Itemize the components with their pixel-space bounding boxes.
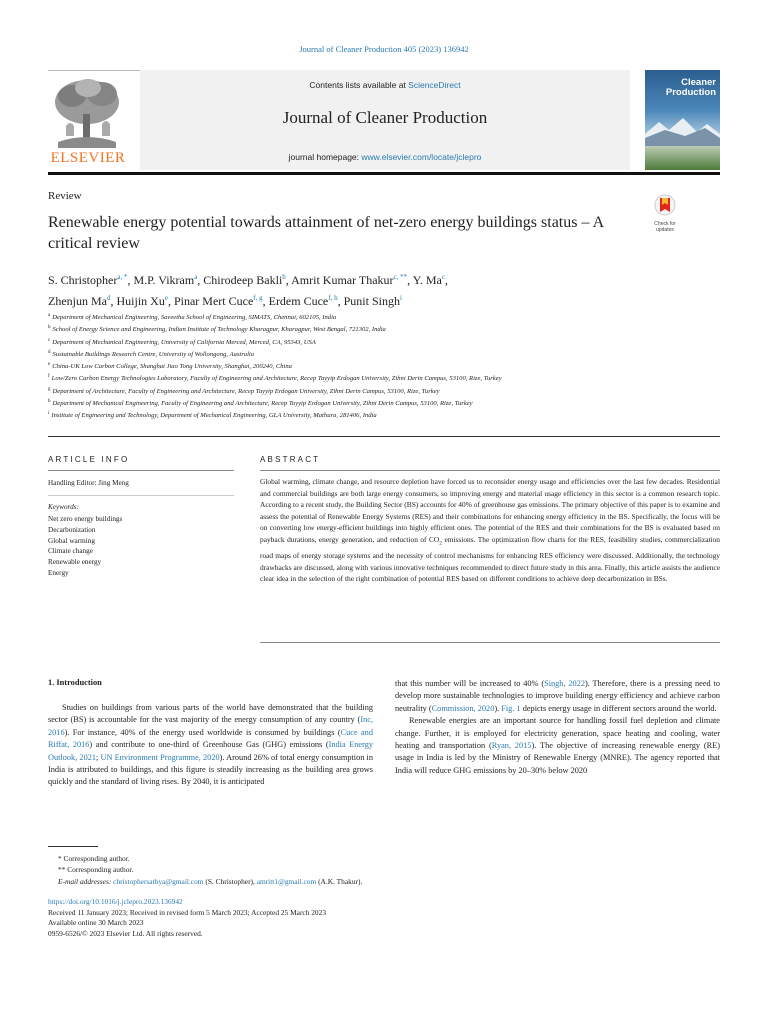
citation-link[interactable]: Commission, 2020 <box>431 703 495 713</box>
abstract-text: Global warming, climate change, and resource depletion have forced us to reconsider energy usage and efficiencies over the last few decades. Residential and commercial buildings are both large energy consumers, so improving energy and material usage efficiency in this sector is a common research topic. According to a recent study, the Building Sector (BS) accounts for 40% of greenhouse gas emissions. The primary objective of this paper is to examine and assess the potential of Renewable Energy Systems (RES) and their combinations for enhancing energy efficiency in the BS. Specifically, the focus will be on converting low energy-efficient buildings into highly efficient ones. The potential of the RES and their combinations for the BS is evaluated based on payback durations, energy generation, and reduction of $CO_2$ emissions. The optimization flow charts for the RES, feasibility studies, commercialization road maps of energy storage systems and the necessity of control mechanisms for enhancing RES efficiency were discussed. Additionally, the technology drawbacks are discussed, along with various innovative techniques recommended to direct future study in this area. Finally, this article assists the audience clear idea in the selection of the right combination of potential RES based on different conditions to achieve deep decarbonization in BSs. <box>260 477 720 584</box>
paragraph: Renewable energies are an important source for handling fossil fuel depletion and climate change. Further, it is employed for electricity generation, space heating and cooling, water heating and transportation (Ryan, 2015). The objective of increasing renewable energy (RE) usage in India is led by the Ministry of Renewable Energy (MNRE). The agency reported that India will reduce GHG emissions by 20–30% below 2020 <box>395 716 720 775</box>
keyword: Net zero energy buildings <box>48 515 123 523</box>
author[interactable]: M.P. Vikram$^a$ <box>133 273 198 287</box>
article-info-rule <box>48 470 234 471</box>
footnote-rule <box>48 846 98 847</box>
keyword: Decarbonization <box>48 525 96 534</box>
corresponding-author-note: ** Corresponding author. <box>58 865 134 875</box>
journal-title: Journal of Cleaner Production <box>282 108 488 127</box>
abstract-heading: ABSTRACT <box>260 455 321 464</box>
affiliation-item: $^a$ Department of Mechanical Engineering, Saveetha School of Engineering, SIMATS, Chennai, 602105, India <box>48 313 337 321</box>
handling-editor: Handling Editor: Jing Meng <box>48 479 129 487</box>
cover-title: Cleaner Production <box>665 77 716 98</box>
header-divider <box>48 436 720 437</box>
sciencedirect-link[interactable]: ScienceDirect <box>408 80 461 90</box>
paragraph: that this number will be increased to 40% (Singh, 2022). Therefore, there is a pressing need to develop more sustainable technologies to improve building energy efficiency and achieve carbon neutrality (Commission, 2020). Fig. 1 depicts energy usage in different sectors around the world. <box>395 679 720 713</box>
body-column-right <box>395 678 720 777</box>
publication-info <box>48 897 720 939</box>
author[interactable]: Y. Ma$^c$ <box>412 273 445 287</box>
author[interactable]: Huijin Xu$^e$ <box>116 294 168 308</box>
affiliation-item: $^e$ China-UK Low Carbon College, Shanghai Jiao Tong University, Shanghai, 200240, China <box>48 362 292 371</box>
journal-homepage-link[interactable]: www.elsevier.com/locate/jclepro <box>361 152 482 162</box>
check-updates-label: Check for updates <box>654 221 676 233</box>
copyright: 0959-6526/© 2023 Elsevier Ltd. All rights reserved. <box>48 928 203 938</box>
paragraph: Studies on buildings from various parts of the world have demonstrated that the building sector (BS) is accountable for the vast majority of the energy consumption of any country (Inc, 2016). For instance, 40% of the energy used worldwide is consumed by buildings (Cuce and Riffat, 2016) and contribute to one-third of Greenhouse Gas (GHG) emissions (India Energy Outlook, 2021; UN Environment Programme, 2020). Around 26% of total energy consumption in India is attributed to buildings, and this figure is steadily increasing as the building area grows quickly and the standard of living rises. By 2040, it is anticipated <box>48 703 374 787</box>
article-type-label: Review <box>48 190 82 202</box>
email-addresses: E-mail addresses: christophersathya@gmail.com (S. Christopher), amritt1@gmail.com (A.K. Thakur). <box>58 876 363 886</box>
masthead-bottom-rule <box>48 172 720 175</box>
keyword: Energy <box>48 568 69 577</box>
figure-link[interactable]: Fig. 1 <box>501 703 521 713</box>
check-updates-icon <box>654 194 676 216</box>
contents-available-line: Contents lists available at ScienceDirect <box>309 80 461 90</box>
elsevier-wordmark: ELSEVIER <box>50 150 126 166</box>
affiliation-item: $^d$ Sustainable Buildings Research Centre, University of Wollongong, Australia <box>48 349 255 358</box>
article-title: Renewable energy potential towards attainment of net-zero energy buildings status – A critical review <box>48 214 604 252</box>
email-link[interactable]: amritt1@gmail.com <box>256 876 317 886</box>
corresponding-author-note: * Corresponding author. <box>58 854 130 863</box>
keywords-label: Keywords: <box>48 503 79 511</box>
keyword: Global warming <box>48 536 95 545</box>
keyword: Renewable energy <box>48 558 102 567</box>
received-dates: Received 11 January 2023; Received in revised form 5 March 2023; Accepted 25 March 2023 <box>48 907 327 917</box>
citation-link[interactable]: Cuce and Riffat, 2016 <box>48 727 373 750</box>
article-info-divider <box>48 495 234 496</box>
keyword-list <box>48 514 122 579</box>
citation-link[interactable]: Singh, 2022 <box>544 679 585 688</box>
article-info-heading: ARTICLE INFO <box>48 455 130 464</box>
journal-cover-thumbnail[interactable] <box>645 70 720 170</box>
citation-link[interactable]: Ryan, 2015 <box>491 741 532 751</box>
author[interactable]: Chirodeep Bakli$^b$ <box>203 273 286 287</box>
affiliation-item: $^c$ Department of Mechanical Engineering, University of California Merced, Merced, CA, 95343, USA <box>48 337 316 346</box>
abstract-bottom-rule <box>260 642 720 643</box>
affiliation-list <box>48 311 688 422</box>
check-for-updates-button[interactable] <box>646 194 684 233</box>
author[interactable]: Erdem Cuce$^{f, h}$ <box>268 294 338 308</box>
author[interactable]: Zhenjun Ma$^d$ <box>48 294 111 308</box>
email-link[interactable]: christophersathya@gmail.com <box>113 876 204 886</box>
citation-link[interactable]: UN Environment Programme, 2020 <box>100 752 220 762</box>
abstract-rule <box>260 470 720 471</box>
author[interactable]: S. Christopher$^{a, *}$ <box>48 273 128 287</box>
cover-mountain-image <box>645 116 720 146</box>
doi-link[interactable]: https://doi.org/10.1016/j.jclepro.2023.136942 <box>48 897 183 906</box>
available-online: Available online 30 March 2023 <box>48 918 144 927</box>
affiliation-item: $^g$ Department of Architecture, Faculty of Engineering and Architecture, Recep Tayyip Erdogan University, Zihni Derin Campus, 53100, Rize, Turkey <box>48 386 440 395</box>
author[interactable]: Amrit Kumar Thakur$^{c, **}$ <box>291 273 408 287</box>
keyword: Climate change <box>48 547 93 556</box>
author-list: S. Christopher$^{a, *}$, M.P. Vikram$^a$, Chirodeep Bakli$^b$, Amrit Kumar Thakur$^{c, **}$, Y. Ma$^c$, Zhenjun Ma$^d$, Huijin Xu$^e$, Pinar Mert Cuce$^{f, g}$, Erdem Cuce$^{f, h}$, Punit Singh$^i$ <box>48 273 448 308</box>
journal-citation-link[interactable]: Journal of Cleaner Production 405 (2023) 136942 <box>299 44 469 54</box>
affiliation-item: $^f$ Low/Zero Carbon Energy Technologies Laboratory, Faculty of Engineering and Architecture, Recep Tayyip Erdogan University, Zihni Derin Campus, 53100, Rize, Turkey <box>48 374 502 383</box>
introduction-heading: 1. Introduction <box>48 678 102 687</box>
body-column-left <box>48 702 373 789</box>
affiliation-item: $^h$ Department of Mechanical Engineering, Faculty of Engineering and Architecture, Recep Tayyip Erdogan University, Zihni Derin Campus, 53100, Rize, Turkey <box>48 399 473 408</box>
affiliation-item: $^b$ School of Energy Science and Engineering, Indian Institute of Technology Kharagpur, Kharagpur, West Bengal, 721302, India <box>48 325 386 334</box>
citation-link[interactable]: Inc, 2016 <box>48 715 373 737</box>
citation-link[interactable]: India Energy Outlook, 2021 <box>48 740 373 762</box>
affiliation-item: $^i$ Institute of Engineering and Technology, Department of Mechanical Engineering, GLA University, Mathura, 281406, India <box>48 411 377 420</box>
footnotes <box>48 853 720 887</box>
author[interactable]: Punit Singh$^i$ <box>343 294 402 308</box>
author[interactable]: Pinar Mert Cuce$^{f, g}$ <box>173 294 263 308</box>
journal-homepage-line: journal homepage: www.elsevier.com/locate/jclepro <box>288 152 482 162</box>
